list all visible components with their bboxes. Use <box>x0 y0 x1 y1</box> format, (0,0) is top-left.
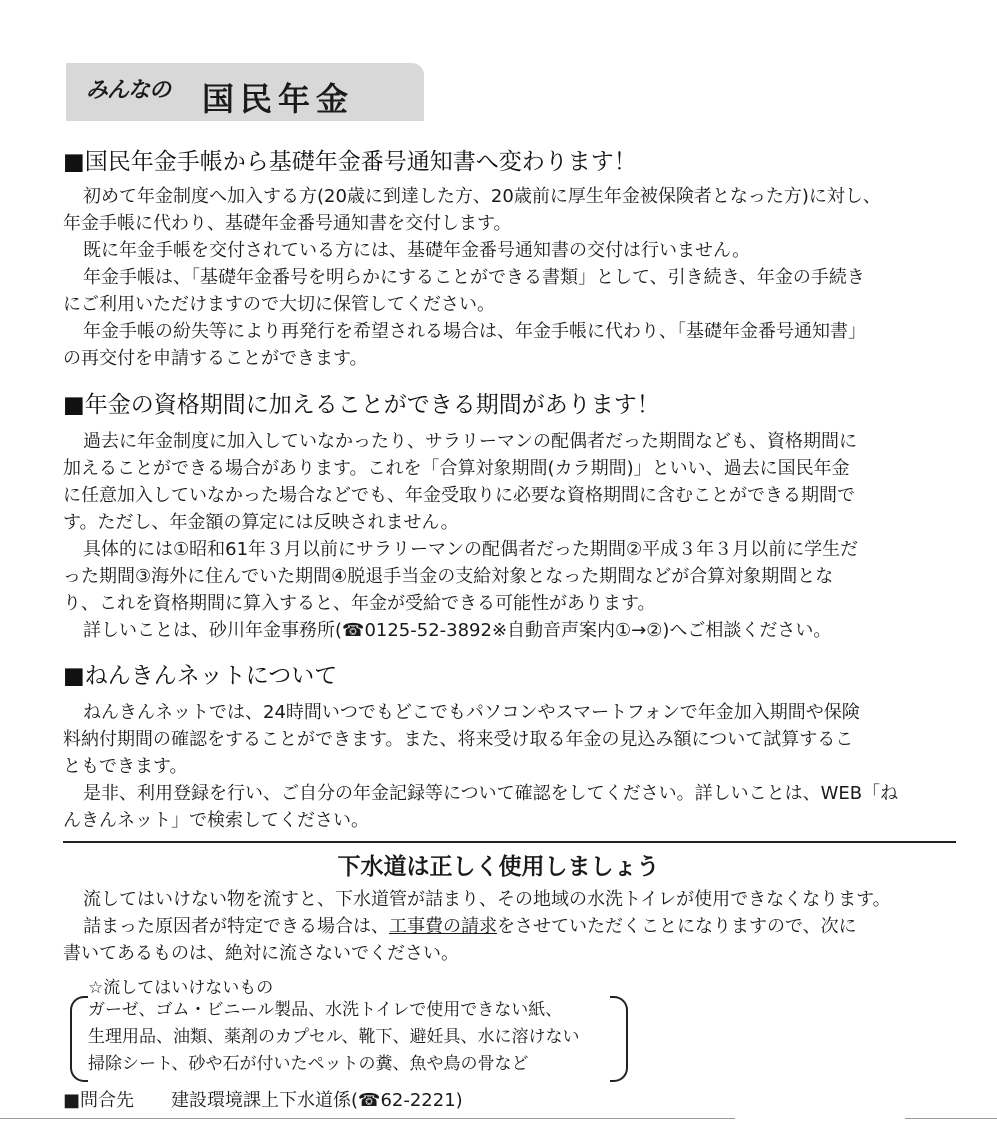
section-heading-notice: ■国民年金手帳から基礎年金番号通知書へ変わります！ <box>63 149 637 175</box>
paragraph: に任意加入していなかった場合などでも、年金受取りに必要な資格期間に含むことができる期間で <box>63 485 855 506</box>
paragraph: 具体的には①昭和61年３月以前にサラリーマンの配偶者だった期間②平成３年３月以前に学生だ <box>83 539 859 560</box>
paragraph: 料納付期間の確認をすることができます。また、将来受け取る年金の見込み額について試算するこ <box>63 729 854 750</box>
section-divider <box>63 841 956 843</box>
right-bracket <box>610 996 628 1082</box>
paragraph: 流してはいけない物を流すと、下水道管が詰まり、その地域の水洗トイレが使用できなくなります。 <box>83 889 891 910</box>
paragraph: ねんきんネットでは、24時間いつでもどこでもパソコンやスマートフォンで年金加入期間や保険 <box>83 702 860 723</box>
paragraph: り、これを資格期間に算入すると、年金が受給できる可能性があります。 <box>63 593 656 614</box>
footer-line <box>905 1118 997 1119</box>
paragraph: ともできます。 <box>63 756 188 777</box>
text-span: 詰まった原因者が特定できる場合は、 <box>83 916 389 937</box>
paragraph: 加えることができる場合があります。これを「合算対象期間(カラ期間)」といい、過去に国民年金 <box>63 458 850 479</box>
contact-info <box>63 1086 463 1112</box>
paragraph <box>63 913 960 940</box>
footer-line <box>0 1118 735 1119</box>
banner-subtitle: みんなの <box>86 78 171 103</box>
list-item: 掃除シート、砂や石が付いたペットの糞、魚や鳥の骨など <box>88 1054 529 1074</box>
left-bracket <box>70 996 88 1082</box>
prohibited-items <box>88 997 579 1078</box>
paragraph: の再交付を申請することができます。 <box>63 348 368 369</box>
paragraph: 年金手帳は、「基礎年金番号を明らかにすることができる書類」として、引き続き、年金の手続き <box>83 267 865 288</box>
paragraph: 年金手帳の紛失等により再発行を希望される場合は、年金手帳に代わり、「基礎年金番号通知書」 <box>83 321 866 342</box>
paragraph: 初めて年金制度へ加入する方(20歳に到達した方、20歳前に厚生年金被保険者となった方)に対し、 <box>83 186 881 207</box>
paragraph: 既に年金手帳を交付されている方には、基礎年金番号通知書の交付は行いません。 <box>83 240 751 261</box>
text-span: をさせていただくことになりますので、次に <box>497 916 857 937</box>
section-heading-eligibility: ■年金の資格期間に加えることができる期間があります！ <box>63 392 660 418</box>
sewer-title: 下水道は正しく使用しましょう <box>337 854 660 880</box>
paragraph: 是非、利用登録を行い、ご自分の年金記録等について確認をしてください。詳しいことは、WEB「ね <box>83 783 899 804</box>
paragraph: 書いてあるものは、絶対に流さないでください。 <box>63 943 459 964</box>
paragraph: 年金手帳に代わり、基礎年金番号通知書を交付します。 <box>63 213 512 234</box>
section-banner <box>66 63 424 121</box>
banner-title: 国民年金 <box>202 80 355 118</box>
prohibited-list-title: ☆流してはいけないもの <box>88 978 274 998</box>
paragraph: んきんネット」で検索してください。 <box>63 810 369 831</box>
paragraph: す。ただし、年金額の算定には反映されません。 <box>63 512 459 533</box>
section-heading-nenkin-net: ■ねんきんネットについて <box>63 663 338 689</box>
prohibited-items-box <box>70 996 628 1078</box>
paragraph: った期間③海外に住んでいた期間④脱退手当金の支給対象となった期間などが合算対象期間とな <box>63 566 834 587</box>
list-item: 生理用品、油類、薬剤のカプセル、靴下、避妊具、水に溶けない <box>88 1027 580 1047</box>
underlined-text: 工事費の請求 <box>389 916 497 937</box>
contact-value: 建設環境課上下水道係(☎62-2221) <box>171 1090 463 1111</box>
paragraph: 過去に年金制度に加入していなかったり、サラリーマンの配偶者だった期間なども、資格期間に <box>83 431 857 452</box>
list-item: ガーゼ、ゴム・ビニール製品、水洗トイレで使用できない紙、 <box>88 1000 563 1020</box>
contact-label: ■問合先 <box>63 1090 135 1111</box>
paragraph: 詳しいことは、砂川年金事務所(☎0125-52-3892※自動音声案内①→②)へご相談ください。 <box>83 620 832 641</box>
paragraph: にご利用いただけますので大切に保管してください。 <box>63 294 495 315</box>
